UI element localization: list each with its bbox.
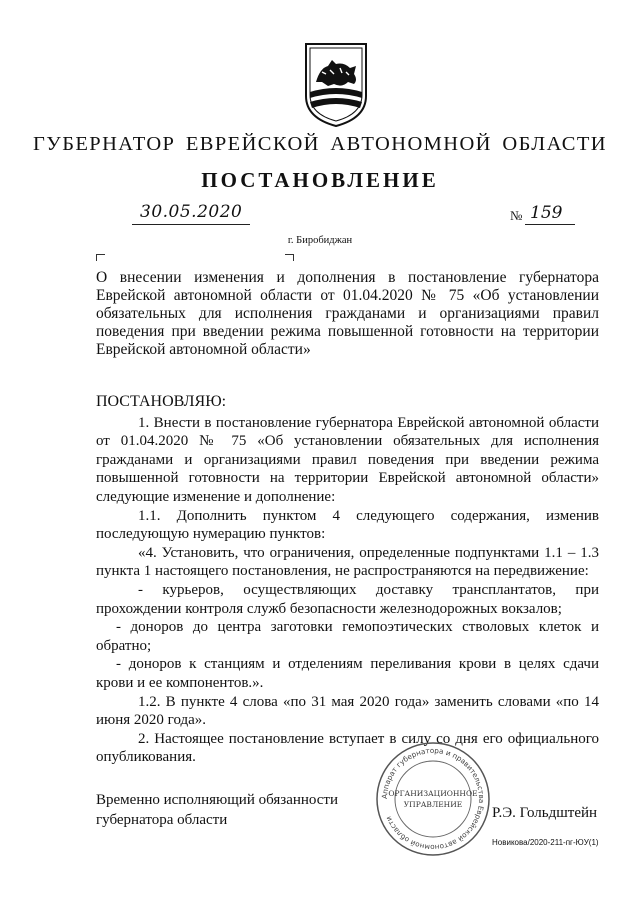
subject-text: О внесении изменения и дополнения в постановление губернатора Еврейской автономной области от 01.04.2020 № 75 «Об установлении обязательных для исполнения гражданами и организациями правил поведения при введении режима повышенной готовности на территории Еврейской автономной области» <box>96 269 599 358</box>
number-sign: № <box>510 208 523 223</box>
city-label: г. Биробиджан <box>287 235 353 246</box>
document-body <box>96 393 599 767</box>
decree-heading: ПОСТАНОВЛЯЮ: <box>96 393 227 410</box>
signatory-position <box>96 790 338 830</box>
paragraph-1: 1. Внести в постановление губернатора Еврейской автономной области от 01.04.2020 № 75 «Об установлении обязательных для исполнения гражданами и организациями правил поведения при введении режима повышенной готовности на территории Еврейской автономной области» следующие изменение и дополнение: <box>96 414 599 505</box>
document-date: 30.05.2020 <box>140 202 243 222</box>
position-line-1: Временно исполняющий обязанности <box>96 792 339 808</box>
subject-corner-left <box>96 254 105 261</box>
paragraph-1-2: 1.2. В пункте 4 слова «по 31 мая 2020 года» заменить словами «по 14 июня 2020 года». <box>96 693 599 729</box>
svg-text:Аппарат губернатора и правител <box>380 746 486 852</box>
official-stamp <box>374 740 492 858</box>
stamp-center-line-1: ОРГАНИЗАЦИОННОЕ <box>388 789 478 798</box>
list-item: - доноров к станциям и отделениям переливания крови в целях сдачи крови и ее компонентов.». <box>96 656 599 691</box>
number-underline <box>525 224 575 225</box>
stamp-ring-text: Аппарат губернатора и правительства Еврейской автономной области <box>379 745 487 853</box>
paragraph-2: 2. Настоящее постановление вступает в силу со дня его официального опубликования. <box>96 730 599 766</box>
document-number: 159 <box>530 203 563 223</box>
signatory-name: Р.Э. Гольдштейн <box>492 805 598 821</box>
paragraph-4: «4. Установить, что ограничения, определенные подпунктами 1.1 – 1.3 пункта 1 настоящего постановления, не распространяются на передвижение: <box>96 544 599 580</box>
document-type: ПОСТАНОВЛЕНИЕ <box>201 168 439 192</box>
position-line-2: губернатора области <box>96 812 228 828</box>
paragraph-1-1: 1.1. Дополнить пунктом 4 следующего содержания, изменив последующую нумерацию пунктов: <box>96 507 599 543</box>
list-item: - доноров до центра заготовки гемопоэтических стволовых клеток и обратно; <box>96 619 599 654</box>
executor-footer: Новикова/2020-211-пг-ЮУ(1) <box>492 838 599 847</box>
list-item: - курьеров, осуществляющих доставку трансплантатов, при прохождении контроля служб безопасности железнодорожных вокзалов; <box>96 581 599 617</box>
date-underline <box>132 224 250 225</box>
subject-corner-right <box>285 254 294 261</box>
stamp-center-line-2: УПРАВЛЕНИЕ <box>403 800 463 809</box>
coat-of-arms-emblem-icon <box>300 38 372 130</box>
governor-title: ГУБЕРНАТОР ЕВРЕЙСКОЙ АВТОНОМНОЙ ОБЛАСТИ <box>33 133 607 155</box>
